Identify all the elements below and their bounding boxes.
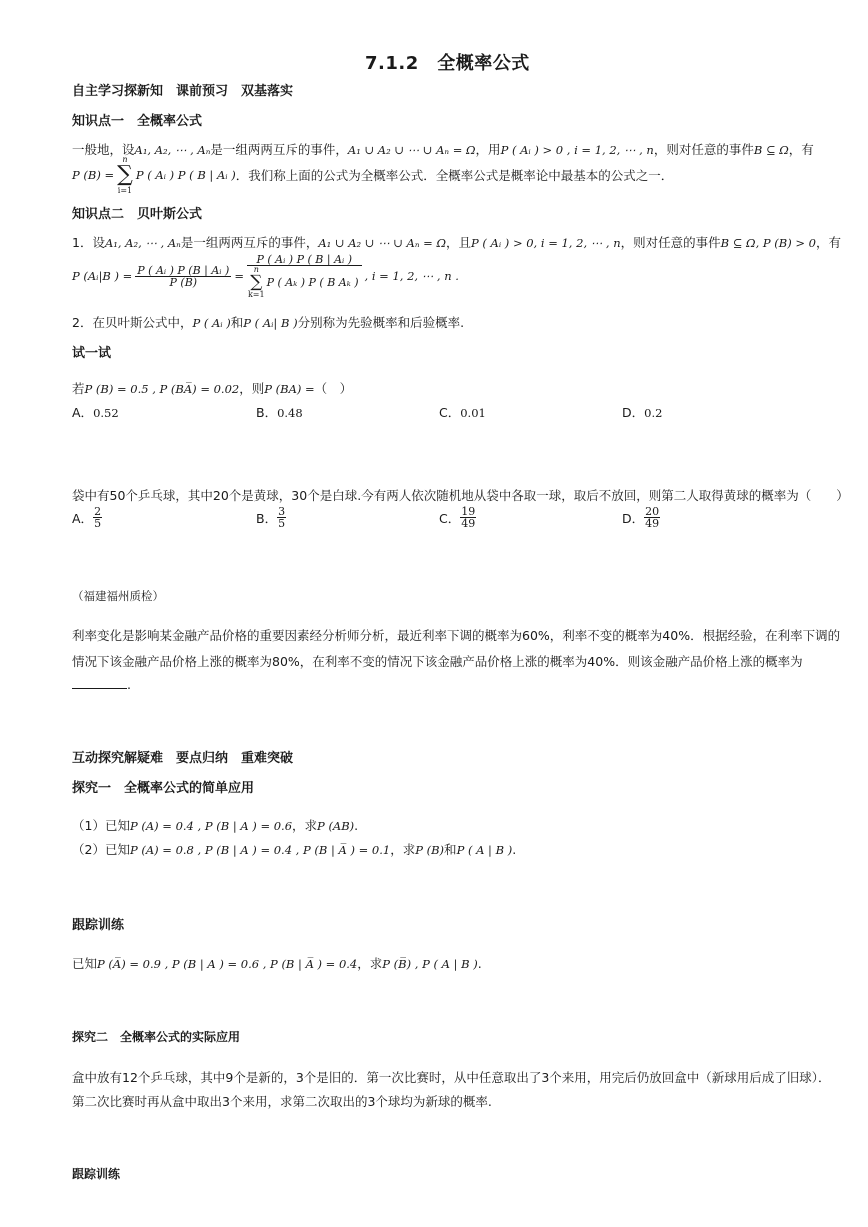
k2-text: 2．在贝叶斯公式中， (72, 315, 193, 330)
fraction-denominator: 5 (94, 517, 102, 530)
q1-option-b (256, 403, 303, 421)
option-label: B． (256, 510, 278, 526)
formula-lhs: P (B) = (72, 168, 115, 182)
q2-option-c (439, 506, 476, 529)
option-fraction (460, 506, 476, 529)
bayes-fraction-1 (136, 265, 230, 288)
bayes-fraction-2 (248, 254, 361, 299)
explore-2-heading: 探究二 全概率公式的实际应用 (72, 1030, 241, 1044)
bayes-denominator-term: P ( Aₖ ) P ( B Aₖ ) (266, 275, 359, 289)
explore-1-heading: 探究一 全概率公式的简单应用 (72, 781, 255, 796)
sum-lower: i=1 (117, 186, 133, 195)
option-fraction (644, 506, 660, 529)
formula-description: ．我们称上面的公式为全概率公式．全概率公式是概率论中最基本的公式之一． (235, 168, 674, 183)
section-heading-self-study: 自主学习探新知 课前预习 双基落实 (72, 84, 294, 99)
bayes-equals: = (234, 269, 244, 283)
k1-text: ，有 (788, 142, 814, 157)
knowledge-point-2-heading: 知识点二 贝叶斯公式 (72, 207, 203, 222)
bayes-fraction-2-denominator (247, 265, 362, 299)
q2-option-a (72, 506, 102, 529)
option-value: 0.48 (277, 406, 303, 420)
total-probability-formula (72, 155, 674, 195)
q2-option-b (256, 506, 286, 529)
bayes-sum-lower: k=1 (247, 289, 265, 299)
fraction-numerator: 20 (645, 505, 660, 518)
bayes-index-range: , i = 1, 2, ⋯ , n . (364, 269, 459, 283)
tracking-training-1-heading: 跟踪训练 (72, 918, 125, 933)
k2-text: 是一组两两互斥的事件， (180, 235, 319, 250)
k2-text: ，且 (445, 235, 471, 250)
k2-text: 分别称为先验概率和后验概率. (297, 315, 465, 330)
q1-text: ，则 (239, 381, 265, 396)
e1-text: （1）已知 (72, 818, 130, 833)
k2-math-posterior: P ( Aᵢ| B ) (243, 316, 298, 330)
option-value: 0.2 (644, 406, 663, 420)
t1-math-target: P (B̅) , P ( A | B ) (382, 957, 478, 971)
k1-text: 是一组两两互斥的事件， (210, 142, 348, 157)
q2-stem: 袋中有50个乒乓球，其中20个是黄球，30个是白球.今有两人依次随机地从袋中各取一球，取后不放回，则第二人取得黄球的概率为（ ） (72, 488, 849, 503)
k2-math-subset: B ⊆ Ω, P (B) > 0 (720, 236, 816, 250)
k2-math-union: A₁ ∪ A₂ ∪ ⋯ ∪ Aₙ = Ω (318, 236, 446, 250)
sum-upper: n (122, 155, 128, 164)
try-heading: 试一试 (72, 346, 112, 361)
bayes-fraction-1-denominator: P (B) (135, 276, 231, 288)
q3-line-1: 利率变化是影响某金融产品价格的重要因素经分析师分析，最近利率下调的概率为60%，利率不变的概率为40%．根据经验，在利率下调的 (72, 628, 841, 643)
k1-text: ，用 (475, 142, 501, 157)
fraction-denominator: 49 (461, 517, 476, 530)
fraction-numerator: 3 (278, 505, 286, 518)
option-label: D． (622, 510, 645, 526)
e1-text: ，求 (390, 842, 416, 857)
k1-math-positive: P ( Aᵢ ) > 0 , i = 1, 2, ⋯ , n (500, 143, 654, 157)
option-label: B． (256, 405, 278, 420)
k1-math-subset: B ⊆ Ω (753, 143, 789, 157)
q1-math-target: P (BA) = (264, 382, 315, 396)
bayes-sum-upper: n (253, 264, 259, 274)
k2-math-events: A₁, A₂, ⋯ , Aₙ (104, 236, 181, 250)
k2-text: ，则对任意的事件 (620, 235, 721, 250)
bayes-fraction-1-numerator: P ( Aᵢ ) P (B | Aᵢ ) (137, 263, 230, 277)
bayes-sum-symbol: ∑ (250, 271, 263, 292)
k2-text: 1．设 (72, 235, 105, 250)
tracking-training-2-heading: 跟踪训练 (72, 1167, 121, 1181)
page-title: 7.1.2 全概率公式 (365, 53, 530, 74)
q1-option-d (622, 403, 662, 421)
tracking-training-1-problem (72, 954, 482, 972)
e1-text: . (354, 818, 359, 833)
fraction-numerator: 2 (94, 505, 102, 518)
bayes-formula (72, 248, 459, 304)
bayes-fraction-2-numerator: P ( Aᵢ ) P ( B | Aᵢ ) (256, 252, 353, 266)
k2-line-3 (72, 313, 464, 331)
q1-option-a (72, 403, 119, 421)
bayes-summation (248, 266, 265, 299)
sum-symbol: ∑ (117, 162, 133, 187)
e1-text: 和 (444, 842, 457, 857)
q1-math-given: P (B) = 0.5 , P (BA̅) = 0.02 (84, 382, 240, 396)
t1-text: . (477, 956, 482, 971)
t1-text: ，求 (357, 956, 383, 971)
knowledge-point-1-heading: 知识点一 全概率公式 (72, 114, 203, 129)
k1-line-1 (72, 140, 814, 158)
q1-answer-blank: （ ） (314, 381, 353, 396)
q3-source: （福建福州质检） (72, 589, 164, 603)
option-label: D． (622, 405, 645, 420)
q3-period: . (127, 677, 131, 692)
q1-stem (72, 379, 352, 397)
q1-text: 若 (72, 381, 85, 396)
option-value: 0.52 (93, 406, 119, 420)
k2-text: ，有 (815, 235, 841, 250)
explore-2-line-2: 第二次比赛时再从盒中取出3个来用，求第二次取出的3个球均为新球的概率. (72, 1094, 492, 1109)
q3-line-2: 情况下该金融产品价格上涨的概率为80%，在利率不变的情况下该金融产品价格上涨的概率为40%．则该金融产品价格上涨的概率为 (72, 654, 803, 669)
option-label: A． (72, 405, 94, 420)
q3-line-3 (72, 676, 131, 692)
option-label: C． (439, 405, 461, 420)
e1-math-target: P (AB) (317, 819, 355, 833)
explore-1-problem-1 (72, 816, 358, 834)
option-fraction (277, 506, 286, 529)
e1-math-given: P (A) = 0.8 , P (B | A ) = 0.4 , P (B | A̅ ) = 0.1 (129, 843, 391, 857)
e1-text: （2）已知 (72, 842, 130, 857)
option-fraction (93, 506, 102, 529)
option-value: 0.01 (460, 406, 486, 420)
q1-option-c (439, 403, 486, 421)
k2-text: 和 (230, 315, 244, 330)
k1-math-events: A₁, A₂, ⋯ , Aₙ (134, 143, 211, 157)
formula-term: P ( Aᵢ ) P ( B | Aᵢ ) (135, 168, 236, 182)
t1-math-given: P (A̅) = 0.9 , P (B | A ) = 0.6 , P (B | A̅ ) = 0.4 (97, 957, 358, 971)
k1-text: ，则对任意的事件 (653, 142, 754, 157)
section-heading-inquiry: 互动探究解疑难 要点归纳 重难突破 (72, 751, 294, 766)
e1-math-given: P (A) = 0.4 , P (B | A ) = 0.6 (129, 819, 293, 833)
explore-1-problem-2 (72, 840, 516, 858)
option-label: A． (72, 510, 94, 526)
bayes-lhs: P (Aᵢ|B ) = (72, 269, 133, 283)
k2-math-positive: P ( Aᵢ ) > 0, i = 1, 2, ⋯ , n (471, 236, 621, 250)
k2-math-prior: P ( Aᵢ ) (192, 316, 231, 330)
fraction-denominator: 49 (645, 517, 660, 530)
k1-math-union: A₁ ∪ A₂ ∪ ⋯ ∪ Aₙ = Ω (347, 143, 476, 157)
summation (117, 155, 133, 195)
e1-text: . (512, 842, 517, 857)
answer-blank[interactable] (72, 676, 127, 689)
k1-text: 一般地，设 (72, 142, 135, 157)
explore-2-line-1: 盒中放有12个乒乓球，其中9个是新的，3个是旧的．第一次比赛时，从中任意取出了3个来用，用完后仍放回盒中（新球用后成了旧球）． (72, 1070, 831, 1085)
e1-math-target: P ( A | B ) (456, 843, 513, 857)
fraction-denominator: 5 (278, 517, 286, 530)
option-label: C． (439, 510, 461, 526)
q2-option-d (622, 506, 660, 529)
t1-text: 已知 (72, 956, 98, 971)
e1-math-target: P (B) (415, 843, 445, 857)
fraction-numerator: 19 (461, 505, 476, 518)
e1-text: ，求 (292, 818, 318, 833)
